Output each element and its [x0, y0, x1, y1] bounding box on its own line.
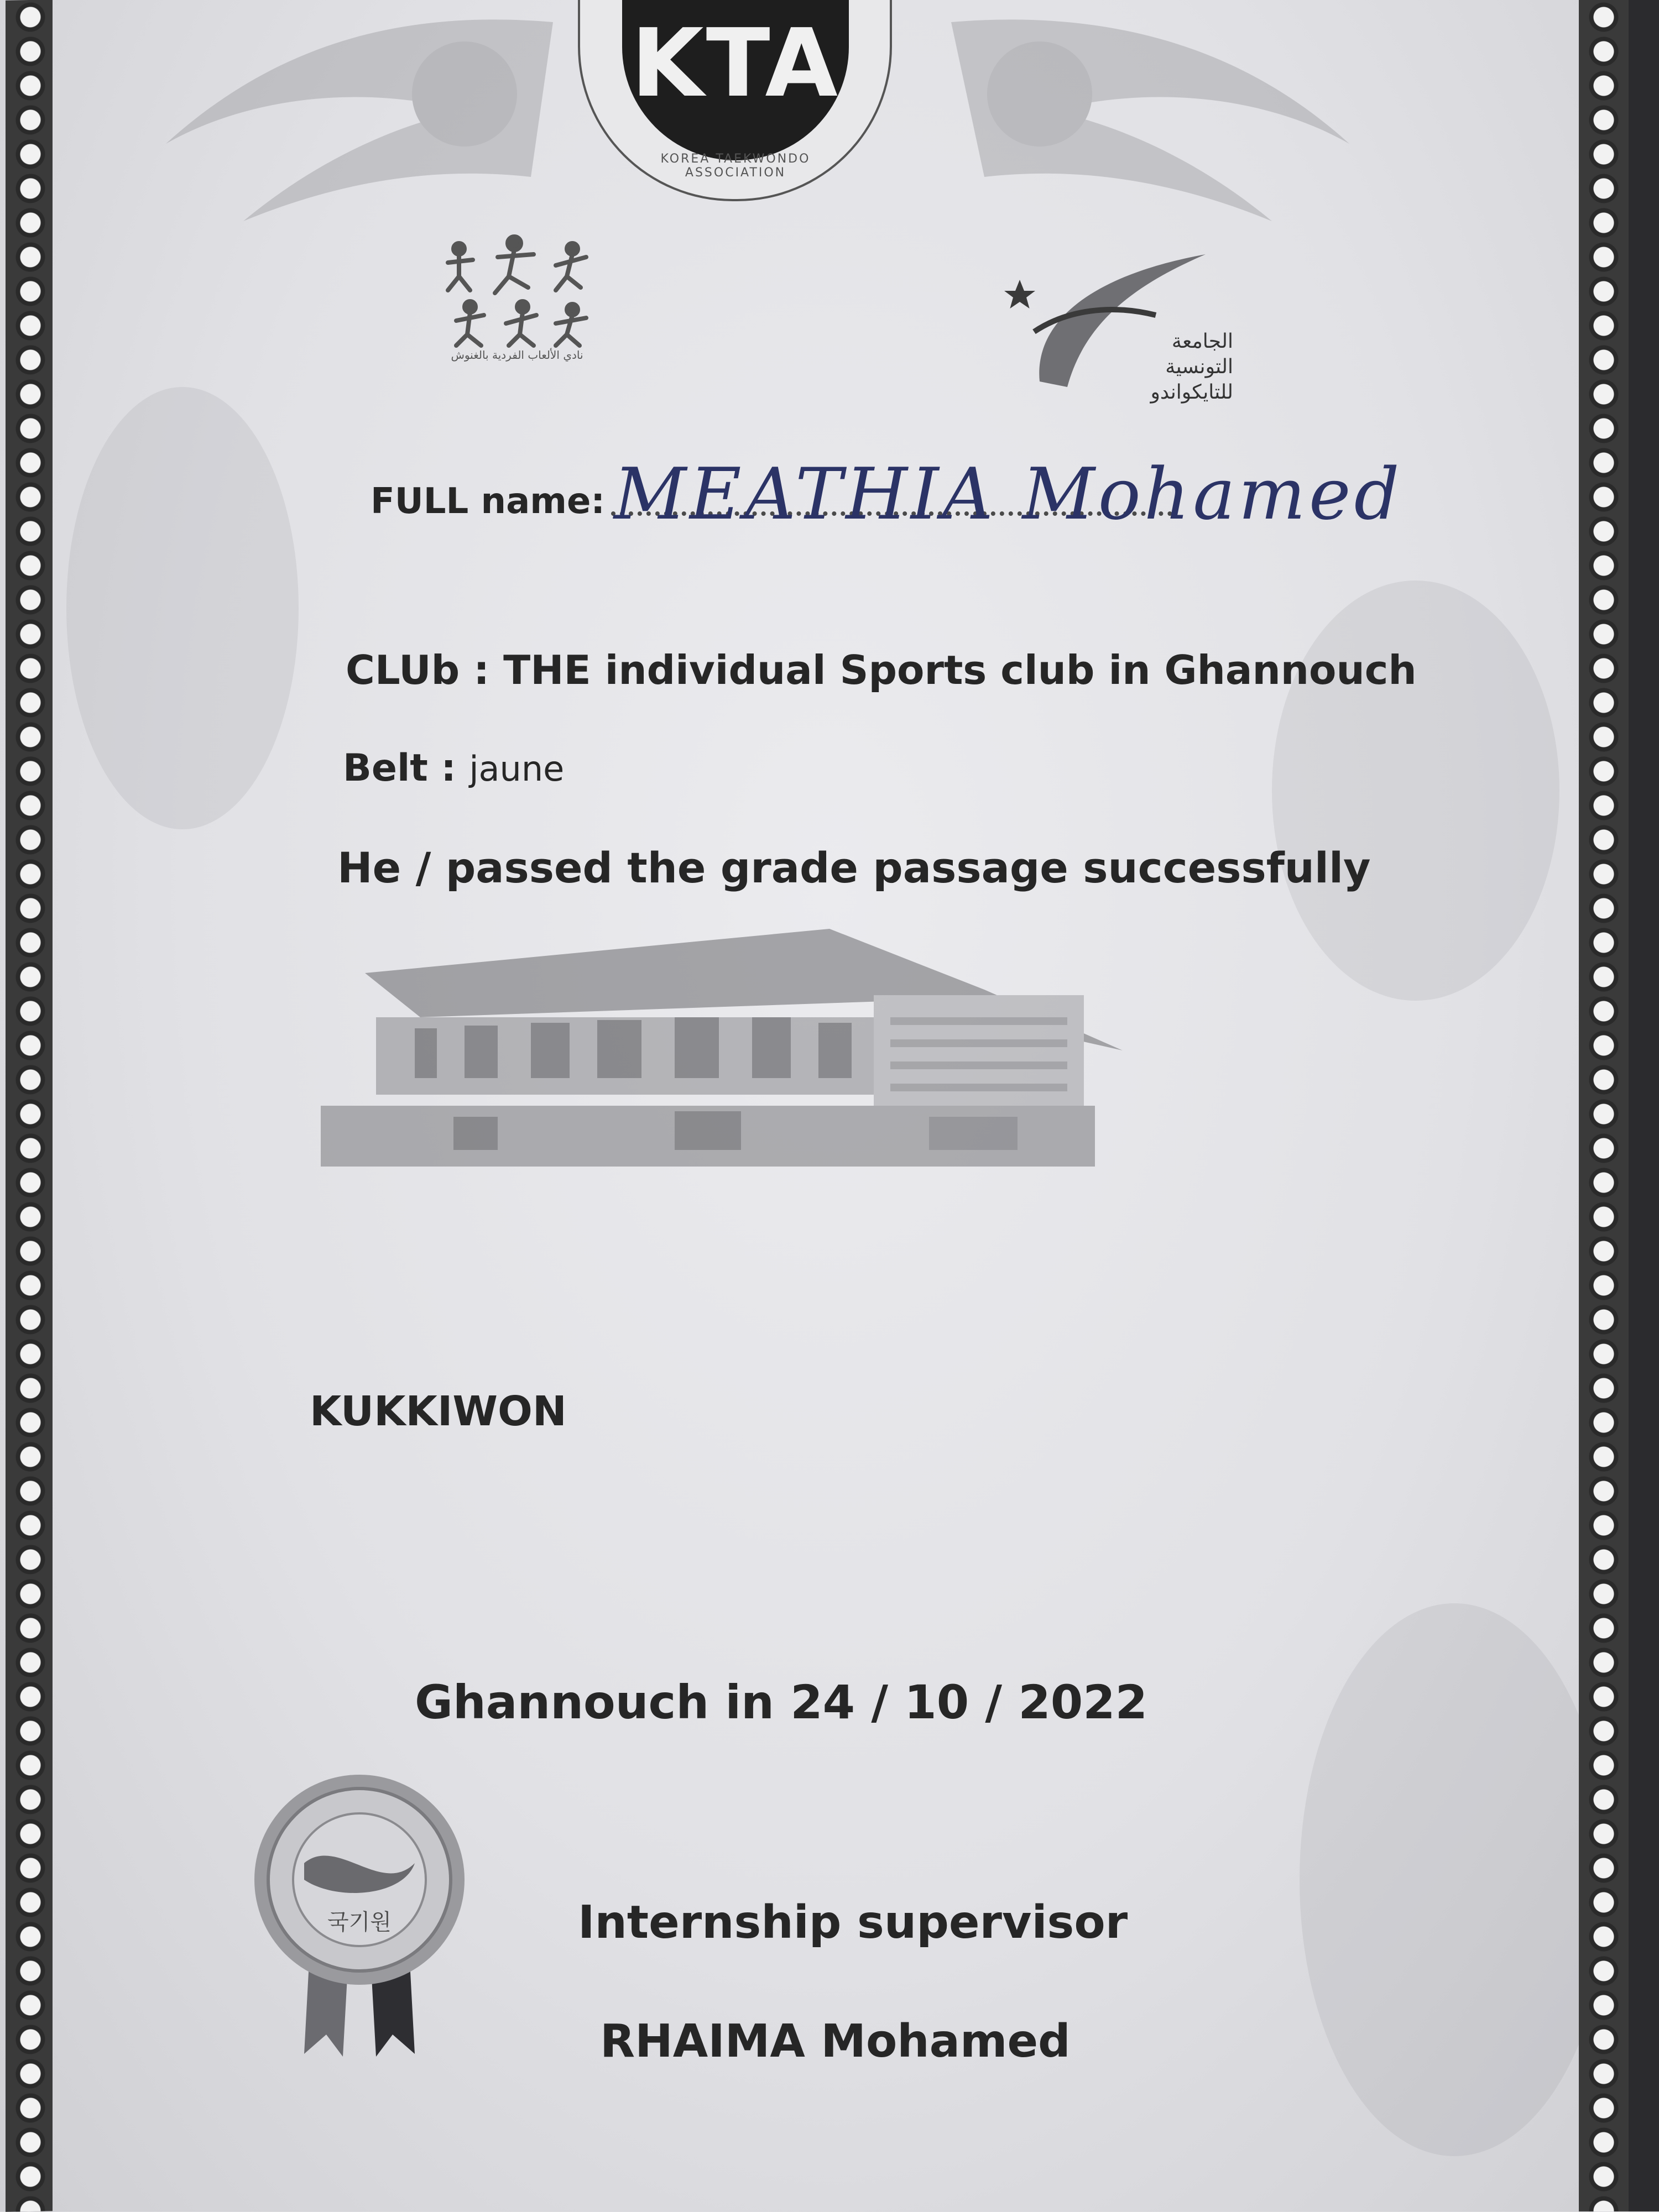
- club-line: CLUb : THE individual Sports club in Ghannouch: [346, 647, 1417, 693]
- federation-name-line: الجامعة: [1171, 330, 1233, 353]
- belt-line: [343, 746, 564, 790]
- supervisor-name: RHAIMA Mohamed: [600, 2015, 1071, 2068]
- dark-edge: [1629, 0, 1659, 2211]
- belt-label: Belt :: [343, 746, 469, 790]
- right-ornamental-border: [1579, 0, 1629, 2211]
- kta-logo: KTA: [622, 0, 849, 160]
- kukkiwon-heading: KUKKIWON: [310, 1388, 567, 1435]
- paper-texture: [1272, 581, 1559, 1001]
- paper-texture: [66, 387, 299, 829]
- belt-value: jaune: [469, 749, 565, 789]
- passed-statement: He / passed the grade passage successfully: [337, 843, 1371, 892]
- kta-ring-text: KOREA TAEKWONDO ASSOCIATION: [660, 152, 811, 180]
- federation-name-line: التونسية: [1165, 355, 1233, 378]
- federation-name-line: للتايكواندو: [1150, 381, 1233, 404]
- supervisor-title: Internship supervisor: [578, 1896, 1128, 1949]
- left-wing-decoration: [77, 0, 559, 232]
- club-logo-caption: نادي الألعاب الفردية بالغنوش: [451, 348, 583, 362]
- left-ornamental-border: [6, 0, 53, 2212]
- seal-korean-text: 국기원: [327, 1910, 392, 1935]
- paper-texture: [1300, 1603, 1609, 2156]
- full-name-label: FULL name:: [371, 481, 605, 522]
- kukkiwon-building-illustration: [321, 907, 1139, 1183]
- federation-name: [1106, 329, 1233, 405]
- full-name-value: MEATHIA Mohamed: [614, 453, 1403, 536]
- place-and-date: Ghannouch in 24 / 10 / 2022: [415, 1675, 1148, 1729]
- right-wing-decoration: [940, 0, 1438, 232]
